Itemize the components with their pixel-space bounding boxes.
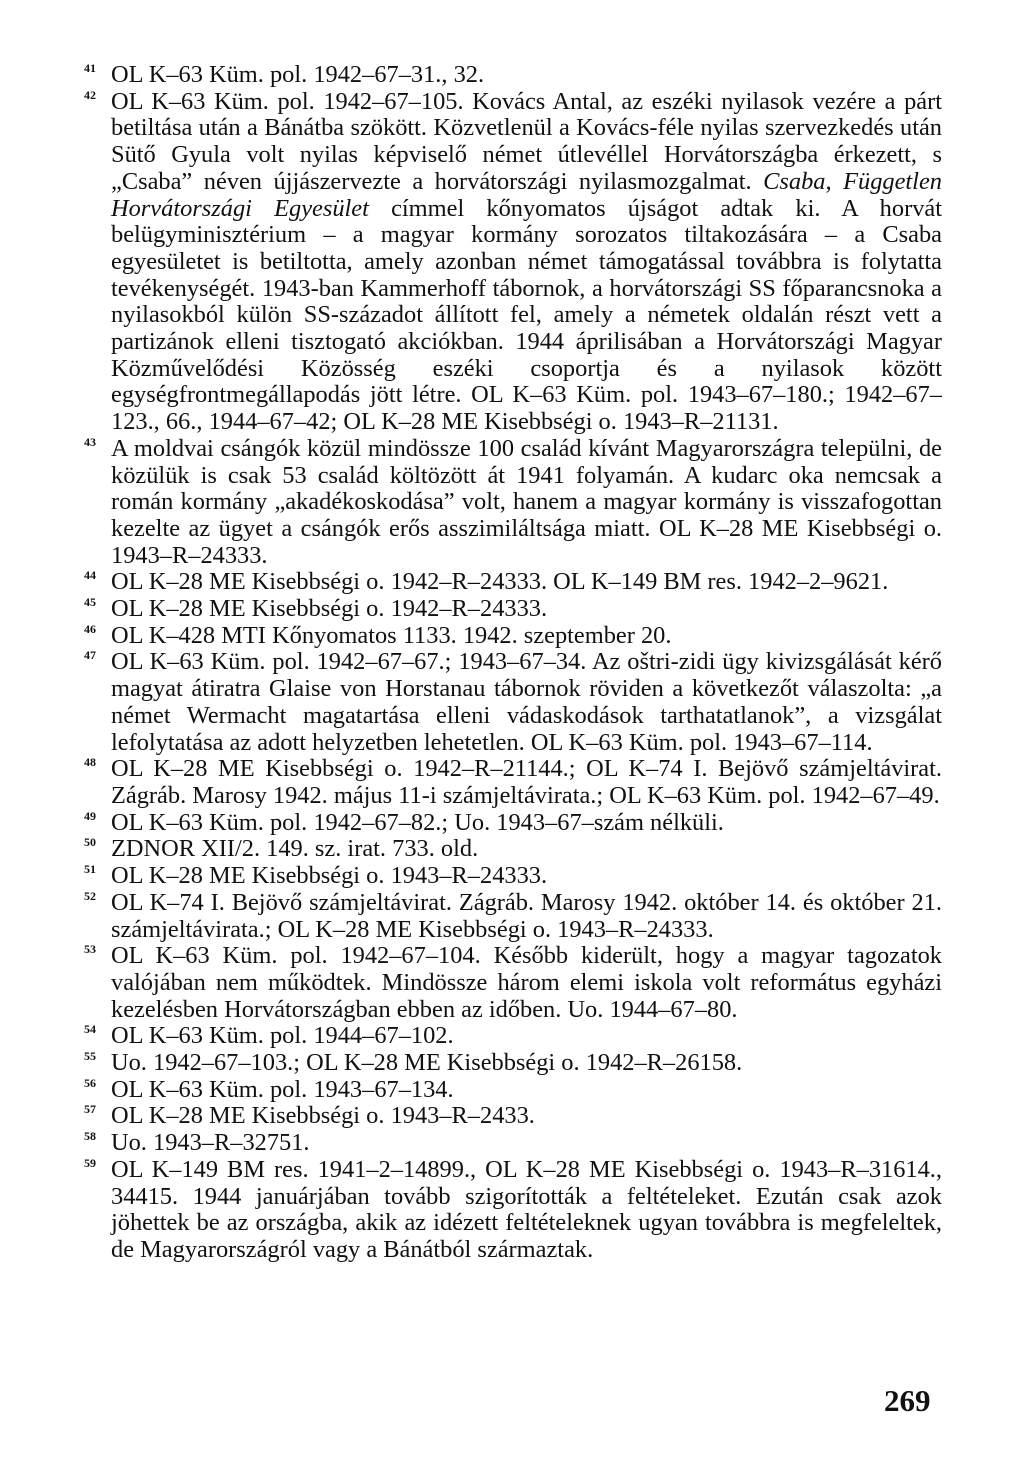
footnote-47 (84, 649, 942, 756)
footnote-41 (84, 62, 942, 89)
footnote-43 (84, 436, 942, 570)
footnote-text: OL K–428 MTI Kőnyomatos 1133. 1942. szeptember 20. (111, 621, 672, 649)
footnote-number: 57 (84, 1102, 96, 1117)
footnote-number: 54 (84, 1022, 96, 1037)
footnote-48 (84, 756, 942, 809)
footnote-text: OL K–28 ME Kisebbségi o. 1942–R–21144.; OL K–74 I. Bejövő számjeltávirat. Zágráb. Marosy 1942. május 11-i számjeltávirata.; OL K–63 Küm. pol. 1942–67–49. (111, 755, 942, 809)
footnote-number: 53 (84, 942, 96, 957)
footnote-text: OL K–63 Küm. pol. 1942–67–31., 32. (111, 61, 485, 88)
footnote-44 (84, 569, 942, 596)
footnote-58 (84, 1130, 942, 1157)
footnote-51 (84, 863, 942, 890)
footnote-49 (84, 810, 942, 837)
footnote-number: 41 (84, 61, 96, 75)
footnote-52 (84, 890, 942, 943)
footnote-text: OL K–28 ME Kisebbségi o. 1942–R–24333. (111, 595, 548, 623)
footnote-number: 55 (84, 1049, 96, 1064)
footnote-number: 42 (84, 87, 96, 102)
footnote-number: 49 (84, 808, 96, 823)
footnote-text: ZDNOR XII/2. 149. sz. irat. 733. old. (111, 835, 479, 863)
page-number: 269 (884, 1383, 931, 1418)
footnote-text: OL K–63 Küm. pol. 1944–67–102. (111, 1022, 454, 1050)
footnote-text: címmel kőnyomatos újságot adtak ki. A horvát belügyminisztérium – a magyar kormány sorozatos tiltakozására – a Csaba egyesületet is betiltotta, amely azonban német támogatással továbbra is folytatta tevékenységét. 1943-ban Kammerhoff tábornok, a horvátországi SS főparancsnoka a nyilasokból külön SS-századot állított fel, amely a németek oldalán részt vett a partizánok elleni tisztogató akciókban. 1944 áprilisában a Horvátországi Magyar Közművelődési Közösség eszéki csoportja és a nyilasok között egységfrontmegállapodás jött létre. OL K–63 Küm. pol. 1943–67–180.; 1942–67–123., 66., 1944–67–42; OL K–28 ME Kisebbségi o. 1943–R–21131. (111, 194, 942, 436)
footnote-50 (84, 836, 942, 863)
footnote-54 (84, 1023, 942, 1050)
footnote-number: 48 (84, 755, 96, 770)
footnote-text: OL K–63 Küm. pol. 1943–67–134. (111, 1075, 454, 1103)
footnote-55 (84, 1050, 942, 1077)
footnote-number: 43 (84, 434, 96, 449)
footnote-text: OL K–63 Küm. pol. 1942–67–105. Kovács Antal, az eszéki nyilasok vezére a párt betiltása után a Bánátba szökött. Közvetlenül a Kovács-féle nyilas szervezkedés után Sütő Gyula volt nyilas képviselő német útlevéllel Horvátországba érkezett, s „Csaba” néven újjászervezte a horvátországi nyilasmozgalmat. (111, 87, 942, 195)
footnote-46 (84, 623, 942, 650)
footnote-number: 44 (84, 568, 96, 583)
footnote-text: OL K–149 BM res. 1941–2–14899., OL K–28 ME Kisebbségi o. 1943–R–31614., 34415. 1944 januárjában tovább szigorították a feltételeket. Ezután csak azok jöhettek be az országba, akik az idézett feltételeknek ugyan továbbra is megfeleltek, de Magyarországról vagy a Bánátból származtak. (111, 1155, 942, 1263)
footnote-59 (84, 1157, 942, 1264)
footnote-text: Uo. 1942–67–103.; OL K–28 ME Kisebbségi o. 1942–R–26158. (111, 1049, 743, 1077)
footnotes-block (84, 62, 942, 1264)
footnote-number: 45 (84, 595, 96, 610)
footnote-text: OL K–74 I. Bejövő számjeltávirat. Zágráb. Marosy 1942. október 14. és október 21. számjeltávirata.; OL K–28 ME Kisebbségi o. 1943–R–24333. (111, 888, 942, 943)
footnote-text: OL K–63 Küm. pol. 1942–67–82.; Uo. 1943–67–szám nélküli. (111, 808, 724, 836)
footnote-number: 50 (84, 835, 96, 850)
footnote-number: 59 (84, 1155, 96, 1170)
footnote-number: 51 (84, 862, 96, 877)
footnote-text: OL K–28 ME Kisebbségi o. 1943–R–2433. (111, 1102, 535, 1130)
footnote-number: 56 (84, 1075, 96, 1090)
footnote-text: A moldvai csángók közül mindössze 100 család kívánt Magyarországra települni, de közülük is csak 53 család költözött át 1941 folyamán. A kudarc oka nemcsak a román kormány „akadékoskodása” volt, hanem a magyar kormány is visszafogottan kezelte az ügyet a csángók erős asszimiláltsága miatt. OL K–28 ME Kisebbségi o. 1943–R–24333. (111, 434, 942, 569)
footnote-text: OL K–28 ME Kisebbségi o. 1942–R–24333. OL K–149 BM res. 1942–2–9621. (111, 568, 889, 596)
footnote-text: OL K–63 Küm. pol. 1942–67–104. Később kiderült, hogy a magyar tagozatok valójában nem működtek. Mindössze három elemi iskola volt református egyházi kezelésben Horvátországban ebben az időben. Uo. 1944–67–80. (111, 942, 942, 1023)
footnote-italic-title: Csaba, Független Horvátországi Egyesület (111, 167, 942, 222)
footnote-45 (84, 596, 942, 623)
footnote-text: OL K–63 Küm. pol. 1942–67–67.; 1943–67–34. Az oštri-zidi ügy kivizsgálását kérő magyat átiratra Glaise von Horstanau tábornok röviden a következőt válaszolta: „a német Wermacht magatartása elleni vádaskodások tarthatatlanok”, a vizsgálat lefolytatása az adott helyzetben lehetetlen. OL K–63 Küm. pol. 1943–67–114. (111, 648, 942, 756)
footnote-53 (84, 943, 942, 1023)
footnote-number: 46 (84, 621, 96, 636)
footnote-number: 52 (84, 888, 96, 903)
footnote-text: Uo. 1943–R–32751. (111, 1129, 310, 1157)
footnote-number: 47 (84, 648, 96, 663)
footnote-56 (84, 1077, 942, 1104)
footnote-number: 58 (84, 1129, 96, 1144)
footnote-42 (84, 89, 942, 436)
footnote-57 (84, 1103, 942, 1130)
footnote-text: OL K–28 ME Kisebbségi o. 1943–R–24333. (111, 862, 548, 890)
